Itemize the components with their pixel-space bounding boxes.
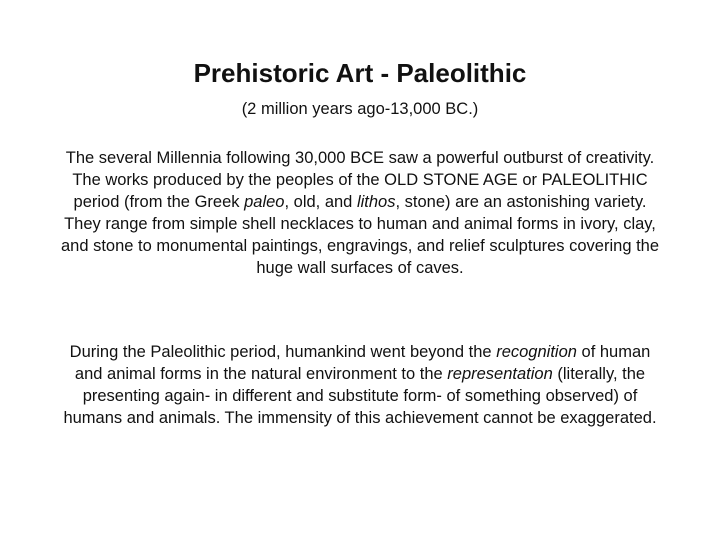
term-paleo: paleo [244, 193, 285, 211]
paragraph-2-text-c: (literally, the presenting again- in different and substitute form- of something observed) of humans and animals. The immensity of this achievement cannot be exaggerated. [63, 365, 657, 427]
paragraph-1-text-b: , old, and [284, 193, 357, 211]
paragraph-1 [60, 147, 660, 279]
paragraph-2 [60, 341, 660, 429]
paragraph-2-text-b: of human and animal forms in the natural environment to the [74, 343, 651, 383]
term-representation: representation [447, 365, 553, 383]
term-lithos: lithos [356, 193, 396, 211]
paragraph-1-text-a: The works produced by the peoples of the OLD STONE AGE or PALEOLITHIC period (from the Greek [72, 171, 648, 211]
paragraph-1-line-1: The several Millennia following 30,000 BCE saw a powerful outburst of creativity. [65, 149, 655, 167]
paragraph-2-text-a: During the Paleolithic period, humankind went beyond the [69, 343, 497, 361]
term-recognition: recognition [496, 343, 577, 361]
slide-subtitle: (2 million years ago-13,000 BC.) [241, 100, 479, 118]
paragraph-1-text-c: , stone) are an astonishing variety. They range from simple shell necklaces to human and animal forms in ivory, clay, and stone to monumental paintings, engravings, and relief sculptures covering the huge wall surfaces of caves. [60, 193, 660, 277]
slide-title: Prehistoric Art - Paleolithic [193, 58, 527, 88]
